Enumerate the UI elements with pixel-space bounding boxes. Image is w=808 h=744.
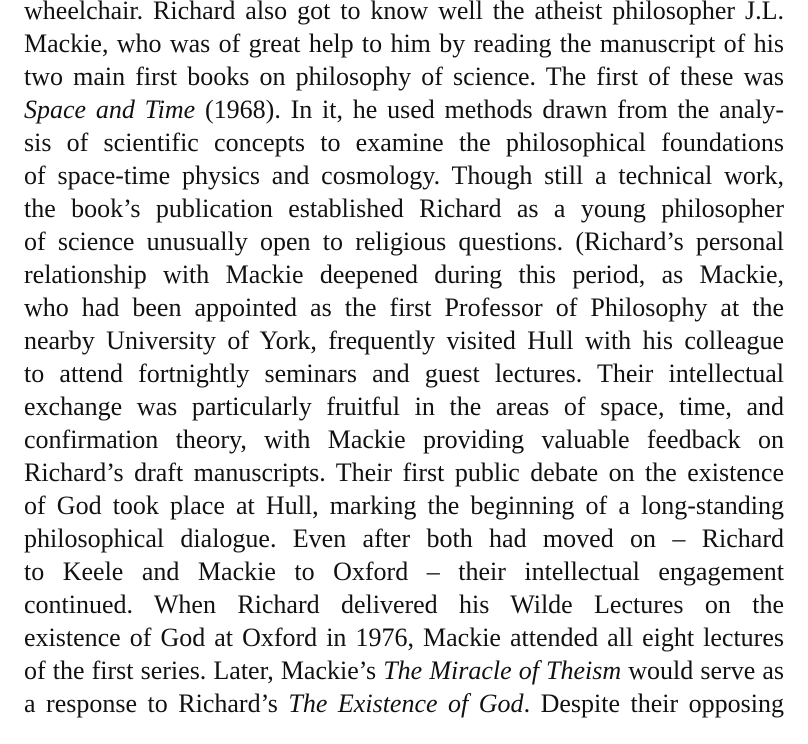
text-line: Mackie, who was of great help to him by reading the manuscript of his [24, 29, 784, 58]
book-title-space-and-time: Space and Time [24, 95, 196, 124]
text-line: wheelchair. Richard also got to know well the atheist philosopher J.L. [24, 0, 784, 25]
book-title-miracle-of-theism: The Miracle of Theism [383, 656, 622, 685]
text-line: who had been appointed as the first Professor of Philosophy at the [24, 293, 784, 322]
text-line: of the first series. Later, Mackie’s The Miracle of Theism would serve as [24, 656, 784, 685]
text-line: of God took place at Hull, marking the beginning of a long-standing [24, 491, 784, 520]
text-line: the book’s publication established Richard as a young philosopher [24, 194, 784, 223]
text-line: a response to Richard’s The Existence of God. Despite their opposing [24, 689, 784, 718]
text-line: nearby University of York, frequently visited Hull with his colleague [24, 326, 784, 355]
text-line: of space-time physics and cosmology. Though still a technical work, [24, 161, 784, 190]
text-line: existence of God at Oxford in 1976, Mackie attended all eight lectures [24, 623, 784, 652]
text-line: of science unusually open to religious questions. (Richard’s personal [24, 227, 784, 256]
book-title-existence-of-god: The Existence of God [288, 689, 524, 718]
text-line: Richard’s draft manuscripts. Their first public debate on the existence [24, 458, 784, 487]
text-line: sis of scientific concepts to examine the philosophical foundations [24, 128, 784, 157]
text-line: two main first books on philosophy of science. The first of these was [24, 62, 784, 91]
text-line: confirmation theory, with Mackie providing valuable feedback on [24, 425, 784, 454]
text-line: philosophical dialogue. Even after both had moved on – Richard [24, 524, 784, 553]
text-line: to Keele and Mackie to Oxford – their intellectual engagement [24, 557, 784, 586]
document-page [24, 0, 784, 720]
text-line: relationship with Mackie deepened during this period, as Mackie, [24, 260, 784, 289]
text-line: to attend fortnightly seminars and guest lectures. Their intellectual [24, 359, 784, 388]
text-line: Space and Time (1968). In it, he used methods drawn from the analy- [24, 95, 784, 124]
text-line: continued. When Richard delivered his Wilde Lectures on the [24, 590, 784, 619]
text-line: exchange was particularly fruitful in the areas of space, time, and [24, 392, 784, 421]
